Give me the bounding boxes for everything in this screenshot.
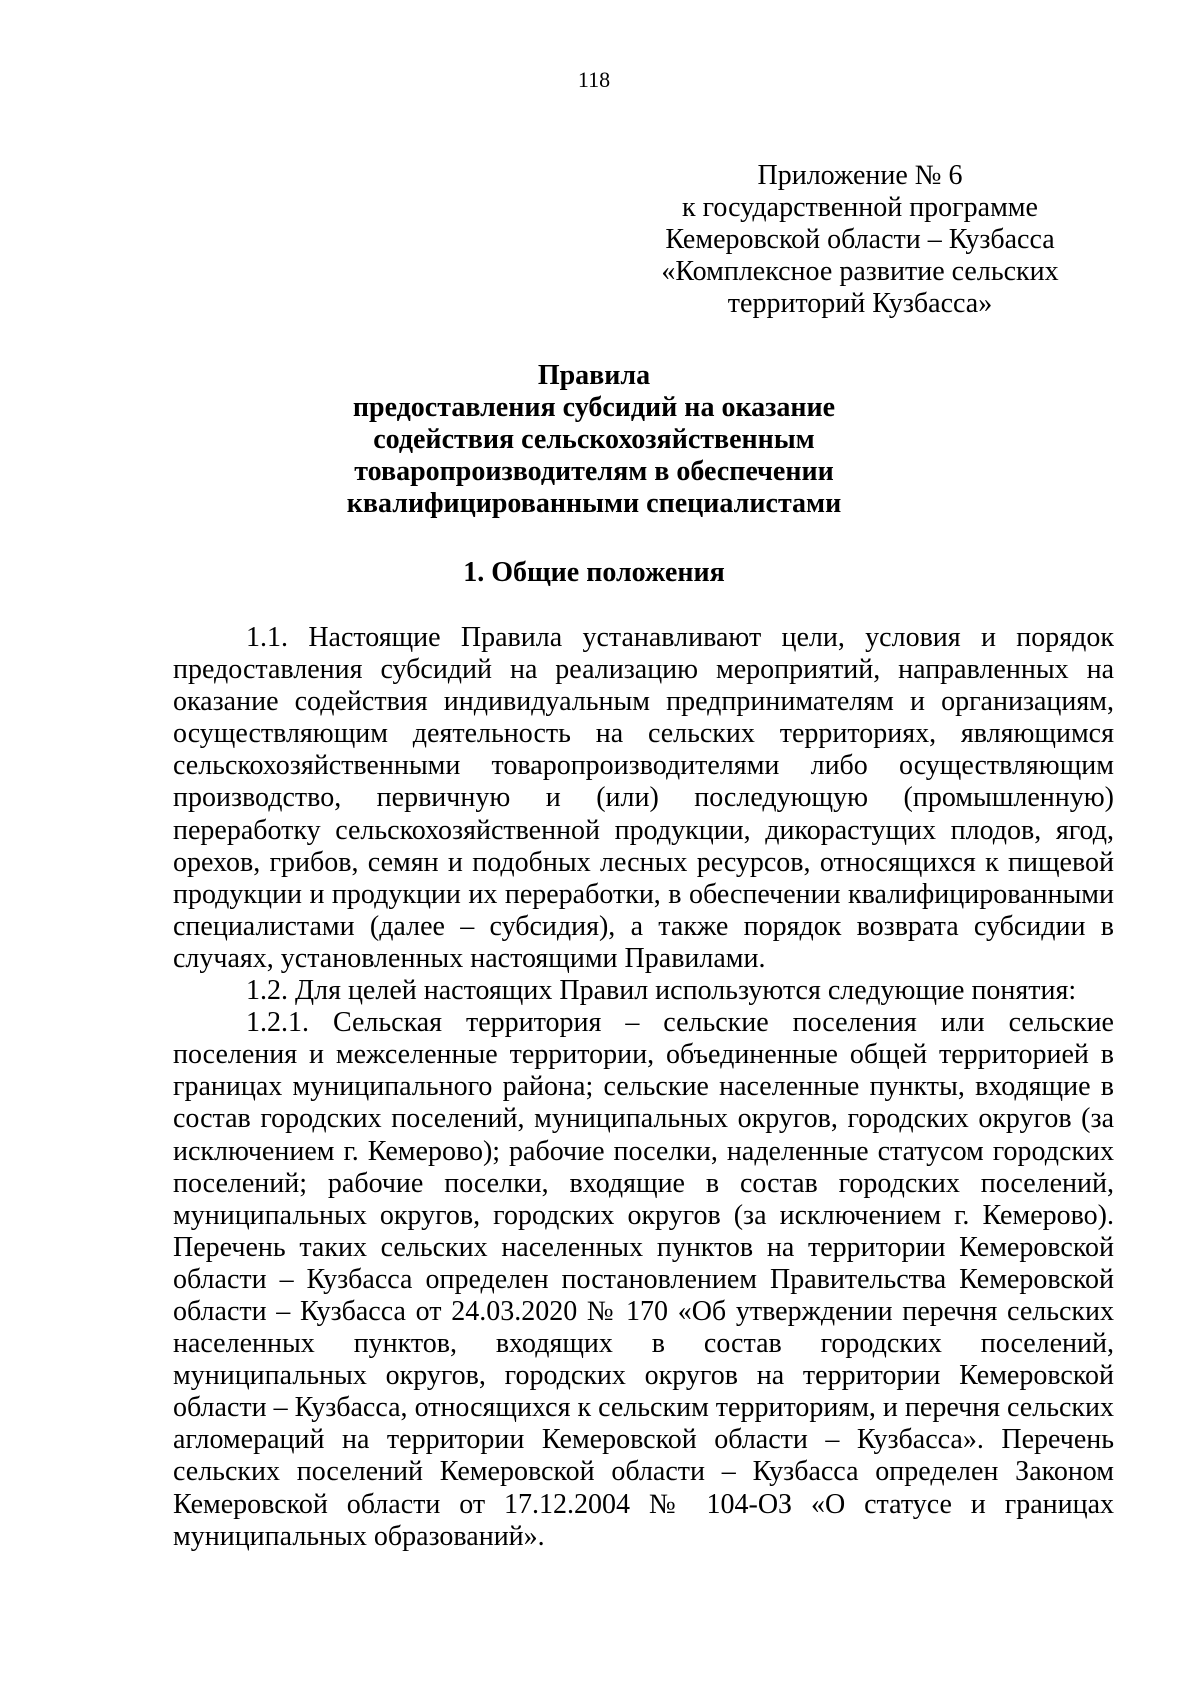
page-number: 118 <box>577 67 611 92</box>
appendix-note <box>640 160 1080 320</box>
appendix-line: территорий Кузбасса» <box>727 288 993 319</box>
document-title <box>0 360 1188 520</box>
appendix-line: к государственной программе <box>682 192 1038 223</box>
title-line: предоставления субсидий на оказание <box>352 392 836 423</box>
section-heading: 1. Общие положения <box>463 557 725 588</box>
title-line: Правила <box>537 360 651 391</box>
title-line: товаропроизводителям в обеспечении <box>354 456 834 487</box>
appendix-line: Приложение № 6 <box>757 160 963 191</box>
title-line: содействия сельскохозяйственным <box>373 424 815 455</box>
section-body <box>173 622 1114 1553</box>
title-line: квалифицированными специалистами <box>346 488 842 519</box>
paragraph-1-2: 1.2. Для целей настоящих Правил используются следующие понятия: <box>246 975 1077 1007</box>
paragraph-1-1: 1.1. Настоящие Правила устанавливают цели, условия и порядок предоставления субсидий на реализацию мероприятий, направленных на оказание содействия индивидуальным предпринимателям и организациям, осуществляющим деятельность на сельских территориях, являющимся сельскохозяйственными товаропроизводителями либо осуществляющим производство, первичную и (или) последующую (промышленную) переработку сельскохозяйственной продукции, дикорастущих плодов, ягод, орехов, грибов, семян и подобных лесных ресурсов, относящихся к пищевой продукции и продукции их переработки, в обеспечении квалифицированными специалистами (далее – субсидия), а также порядок возврата субсидии в случаях, установленных настоящими Правилами. <box>173 622 1114 974</box>
appendix-line: Кемеровской области – Кузбасса <box>665 224 1055 255</box>
paragraph-1-2-1: 1.2.1. Сельская территория – сельские поселения или сельские поселения и межселенные территории, объединенные общей территорией в границах муниципального района; сельские населенные пункты, входящие в состав городских поселений, муниципальных округов, городских округов (за исключением г. Кемерово); рабочие поселки, наделенные статусом городских поселений; рабочие поселки, входящие в состав городских поселений, муниципальных округов, городских округов (за исключением г. Кемерово). Перечень таких сельских населенных пунктов на территории Кемеровской области – Кузбасса определен постановлением Правительства Кемеровской области – Кузбасса от 24.03.2020 № 170 «Об утверждении перечня сельских населенных пунктов, входящих в состав городских поселений, муниципальных округов, городских округов на территории Кемеровской области – Кузбасса, относящихся к сельским территориям, и перечня сельских агломераций на территории Кемеровской области – Кузбасса». Перечень сельских поселений Кемеровской области – Кузбасса определен Законом Кемеровской области от 17.12.2004 № 104-ОЗ «О статусе и границах муниципальных образований». <box>173 1007 1114 1552</box>
appendix-line: «Комплексное развитие сельских <box>661 256 1059 287</box>
